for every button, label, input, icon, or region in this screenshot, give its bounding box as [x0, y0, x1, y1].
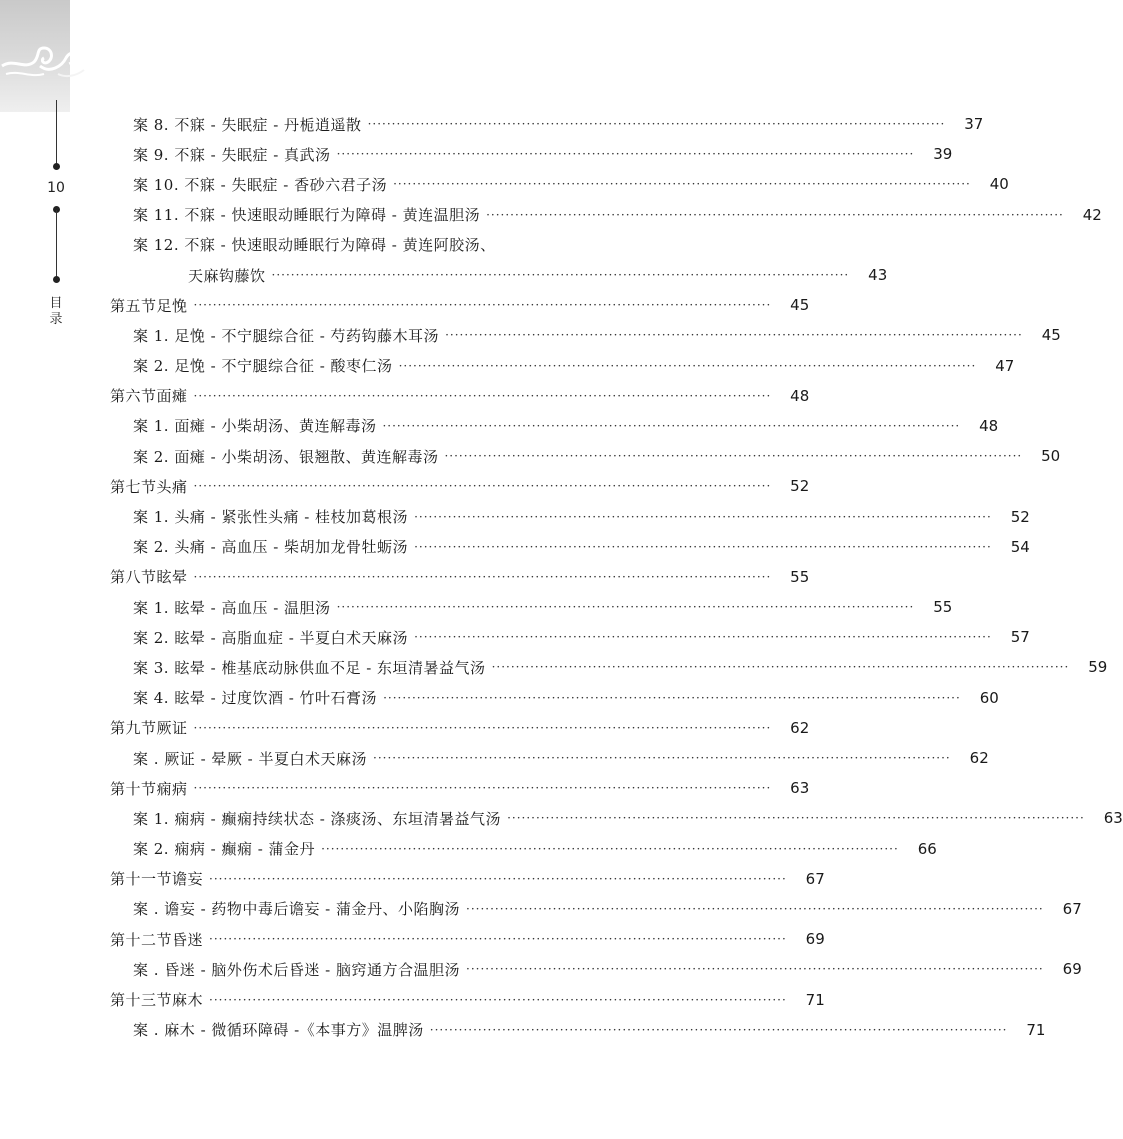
dot-leader: ························································································································ — [193, 479, 772, 494]
section-label: 第十二节 — [110, 930, 173, 949]
dot-leader: ························································································································ — [193, 388, 772, 403]
toc-case-entry[interactable] — [0, 351, 1015, 381]
dot-leader: ························································································································ — [336, 600, 915, 615]
page-ref: 66 — [917, 839, 937, 858]
section-title: 昏迷 — [172, 930, 204, 949]
toc-section-entry[interactable] — [0, 471, 810, 501]
section-label: 第五节 — [110, 296, 157, 315]
entry-text: 案 1. 痫病 - 癫痫持续状态 - 涤痰汤、东垣清暑益气汤 — [133, 809, 502, 828]
section-label: 第六节 — [110, 387, 157, 406]
entry-text: 案 3. 眩晕 - 椎基底动脉供血不足 - 东垣清暑益气汤 — [133, 658, 486, 677]
page-ref: 69 — [1062, 960, 1082, 979]
section-label: 第十节 — [110, 779, 157, 798]
entry-text: 案 . 昏迷 - 脑外伤术后昏迷 - 脑窍通方合温胆汤 — [133, 960, 461, 979]
cloud-ornament-icon — [0, 36, 90, 86]
entry-text: 案 2. 面瘫 - 小柴胡汤、银翘散、黄连解毒汤 — [133, 447, 439, 466]
page-ref: 60 — [979, 688, 999, 707]
dot-leader: ························································································································ — [414, 539, 992, 554]
toc-case-entry[interactable] — [0, 441, 1061, 471]
toc-case-entry[interactable] — [0, 230, 800, 260]
page-ref: 63 — [1103, 809, 1123, 828]
toc-case-entry[interactable] — [0, 139, 953, 169]
dot-leader: ························································································································ — [398, 358, 977, 373]
entry-text: 案 1. 头痛 - 紧张性头痛 - 桂枝加葛根汤 — [133, 508, 409, 527]
dot-leader: ························································································································ — [382, 418, 961, 433]
toc-section-entry[interactable] — [0, 381, 810, 411]
section-title: 眩晕 — [156, 568, 188, 587]
page-ref: 71 — [1026, 1020, 1046, 1039]
page-ref: 48 — [790, 386, 810, 405]
toc-case-entry[interactable] — [0, 683, 999, 713]
page-ref: 62 — [969, 749, 989, 768]
page-ref: 57 — [1010, 628, 1030, 647]
table-of-contents — [0, 109, 1123, 1045]
page-ref: 67 — [1062, 899, 1082, 918]
toc-case-entry[interactable] — [0, 411, 999, 441]
page-ref: 42 — [1082, 205, 1102, 224]
dot-leader: ························································································································ — [209, 992, 787, 1007]
dot-leader: ························································································································ — [336, 147, 915, 162]
dot-leader: ························································································································ — [429, 1022, 1008, 1037]
side-label-char: 录 — [49, 312, 63, 327]
page-ref: 43 — [868, 266, 888, 285]
toc-case-entry[interactable] — [0, 532, 1030, 562]
dot-leader: ························································································································ — [445, 328, 1023, 343]
entry-text: 案 1. 面瘫 - 小柴胡汤、黄连解毒汤 — [133, 417, 377, 436]
toc-case-entry[interactable] — [0, 894, 1082, 924]
section-title: 头痛 — [156, 477, 188, 496]
dot-leader: ························································································································ — [383, 690, 961, 705]
toc-case-entry[interactable] — [0, 803, 1123, 833]
entry-text: 案 1. 足悗 - 不宁腿综合征 - 芍药钩藤木耳汤 — [133, 326, 440, 345]
dot-leader: ························································································································ — [209, 871, 787, 886]
toc-case-entry[interactable] — [0, 320, 1061, 350]
dot-leader: ························································································································ — [373, 751, 951, 766]
page-ref: 47 — [995, 356, 1015, 375]
toc-case-entry[interactable] — [0, 834, 937, 864]
toc-case-entry[interactable] — [0, 1015, 1046, 1045]
dot-leader: ························································································································ — [393, 177, 971, 192]
entry-text: 案 2. 足悗 - 不宁腿综合征 - 酸枣仁汤 — [133, 357, 393, 376]
dot-leader: ························································································································ — [367, 117, 946, 132]
page-ref: 39 — [933, 145, 953, 164]
page-ref: 69 — [805, 930, 825, 949]
entry-text: 案 9. 不寐 - 失眠症 - 真武汤 — [133, 145, 331, 164]
page-ref: 40 — [989, 175, 1009, 194]
side-label-char: 目 — [49, 296, 63, 311]
page-number: 10 — [47, 180, 65, 196]
entry-text: 案 2. 眩晕 - 高脂血症 - 半夏白术天麻汤 — [133, 628, 409, 647]
page-ref: 54 — [1010, 537, 1030, 556]
entry-text: 案 8. 不寐 - 失眠症 - 丹栀逍遥散 — [133, 115, 362, 134]
page-ref: 45 — [790, 296, 810, 315]
dot-leader: ························································································································ — [193, 569, 772, 584]
section-title: 厥证 — [156, 719, 188, 738]
dot-leader: ························································································································ — [414, 509, 992, 524]
entry-text: 案 10. 不寐 - 失眠症 - 香砂六君子汤 — [133, 175, 388, 194]
dot-leader: ························································································································ — [193, 720, 772, 735]
page-ref: 48 — [979, 416, 999, 435]
page-ref: 37 — [964, 115, 984, 134]
toc-section-entry[interactable] — [0, 984, 825, 1014]
section-label: 第七节 — [110, 477, 157, 496]
section-title: 痫病 — [156, 779, 188, 798]
toc-case-entry[interactable] — [0, 592, 953, 622]
section-title: 谵妄 — [172, 870, 204, 889]
dot-leader: ························································································································ — [486, 207, 1064, 222]
toc-section-entry[interactable] — [0, 773, 810, 803]
section-label: 第九节 — [110, 719, 157, 738]
dot-leader: ························································································································ — [321, 841, 899, 856]
entry-text: 天麻钩藤饮 — [188, 266, 266, 285]
page-ref: 55 — [790, 567, 810, 586]
entry-text: 案 1. 眩晕 - 高血压 - 温胆汤 — [133, 598, 331, 617]
corner-decoration — [0, 0, 70, 112]
toc-section-entry[interactable] — [0, 864, 825, 894]
section-label: 第八节 — [110, 568, 157, 587]
entry-text: 案 2. 头痛 - 高血压 - 柴胡加龙骨牡蛎汤 — [133, 538, 409, 557]
dot-leader: ························································································································ — [271, 268, 850, 283]
dot-leader: ························································································································ — [414, 630, 992, 645]
toc-case-entry[interactable] — [0, 109, 984, 139]
page-ref: 45 — [1041, 326, 1061, 345]
section-title: 麻木 — [172, 991, 204, 1010]
entry-text: 案 11. 不寐 - 快速眼动睡眠行为障碍 - 黄连温胆汤 — [133, 206, 481, 225]
dot-leader: ························································································································ — [444, 449, 1023, 464]
toc-case-entry[interactable] — [0, 501, 1030, 531]
section-title: 足悗 — [156, 296, 188, 315]
page-ref: 62 — [790, 718, 810, 737]
toc-case-entry[interactable] — [0, 169, 1009, 199]
toc-case-entry[interactable] — [0, 622, 1030, 652]
page-ref: 50 — [1041, 447, 1061, 466]
toc-case-entry[interactable] — [0, 200, 1102, 230]
toc-section-entry[interactable] — [0, 924, 825, 954]
section-label: 第十三节 — [110, 991, 173, 1010]
page-ref: 52 — [1010, 507, 1030, 526]
section-label: 第十一节 — [110, 870, 173, 889]
dot-leader: ························································································································ — [491, 660, 1070, 675]
page-ref: 71 — [805, 990, 825, 1009]
toc-case-entry[interactable] — [0, 954, 1082, 984]
dot-leader: ························································································································ — [507, 811, 1085, 826]
dot-leader: ························································································································ — [466, 962, 1044, 977]
entry-text: 案 . 谵妄 - 药物中毒后谵妄 - 蒲金丹、小陷胸汤 — [133, 900, 461, 919]
toc-section-entry[interactable] — [0, 562, 810, 592]
dot-leader: ························································································································ — [466, 901, 1044, 916]
entry-text: 案 12. 不寐 - 快速眼动睡眠行为障碍 - 黄连阿胶汤、 — [133, 236, 496, 255]
page-ref: 52 — [790, 477, 810, 496]
entry-text: 案 4. 眩晕 - 过度饮酒 - 竹叶石膏汤 — [133, 689, 378, 708]
dot-leader: ························································································································ — [193, 298, 772, 313]
dot-leader: ························································································································ — [193, 781, 772, 796]
toc-case-entry[interactable] — [0, 652, 1108, 682]
section-title: 面瘫 — [156, 387, 188, 406]
entry-text: 案 . 麻木 - 微循环障碍 -《本事方》温脾汤 — [133, 1021, 424, 1040]
toc-section-entry[interactable] — [0, 713, 810, 743]
page-ref: 63 — [790, 779, 810, 798]
entry-text: 案 2. 痫病 - 癫痫 - 蒲金丹 — [133, 840, 316, 859]
page-ref: 59 — [1088, 658, 1108, 677]
toc-case-entry[interactable] — [0, 743, 989, 773]
toc-case-entry[interactable] — [0, 260, 888, 290]
entry-text: 案 . 厥证 - 晕厥 - 半夏白术天麻汤 — [133, 749, 368, 768]
dot-leader: ························································································································ — [209, 932, 787, 947]
toc-section-entry[interactable] — [0, 290, 810, 320]
page-ref: 67 — [805, 869, 825, 888]
page-ref: 55 — [933, 598, 953, 617]
